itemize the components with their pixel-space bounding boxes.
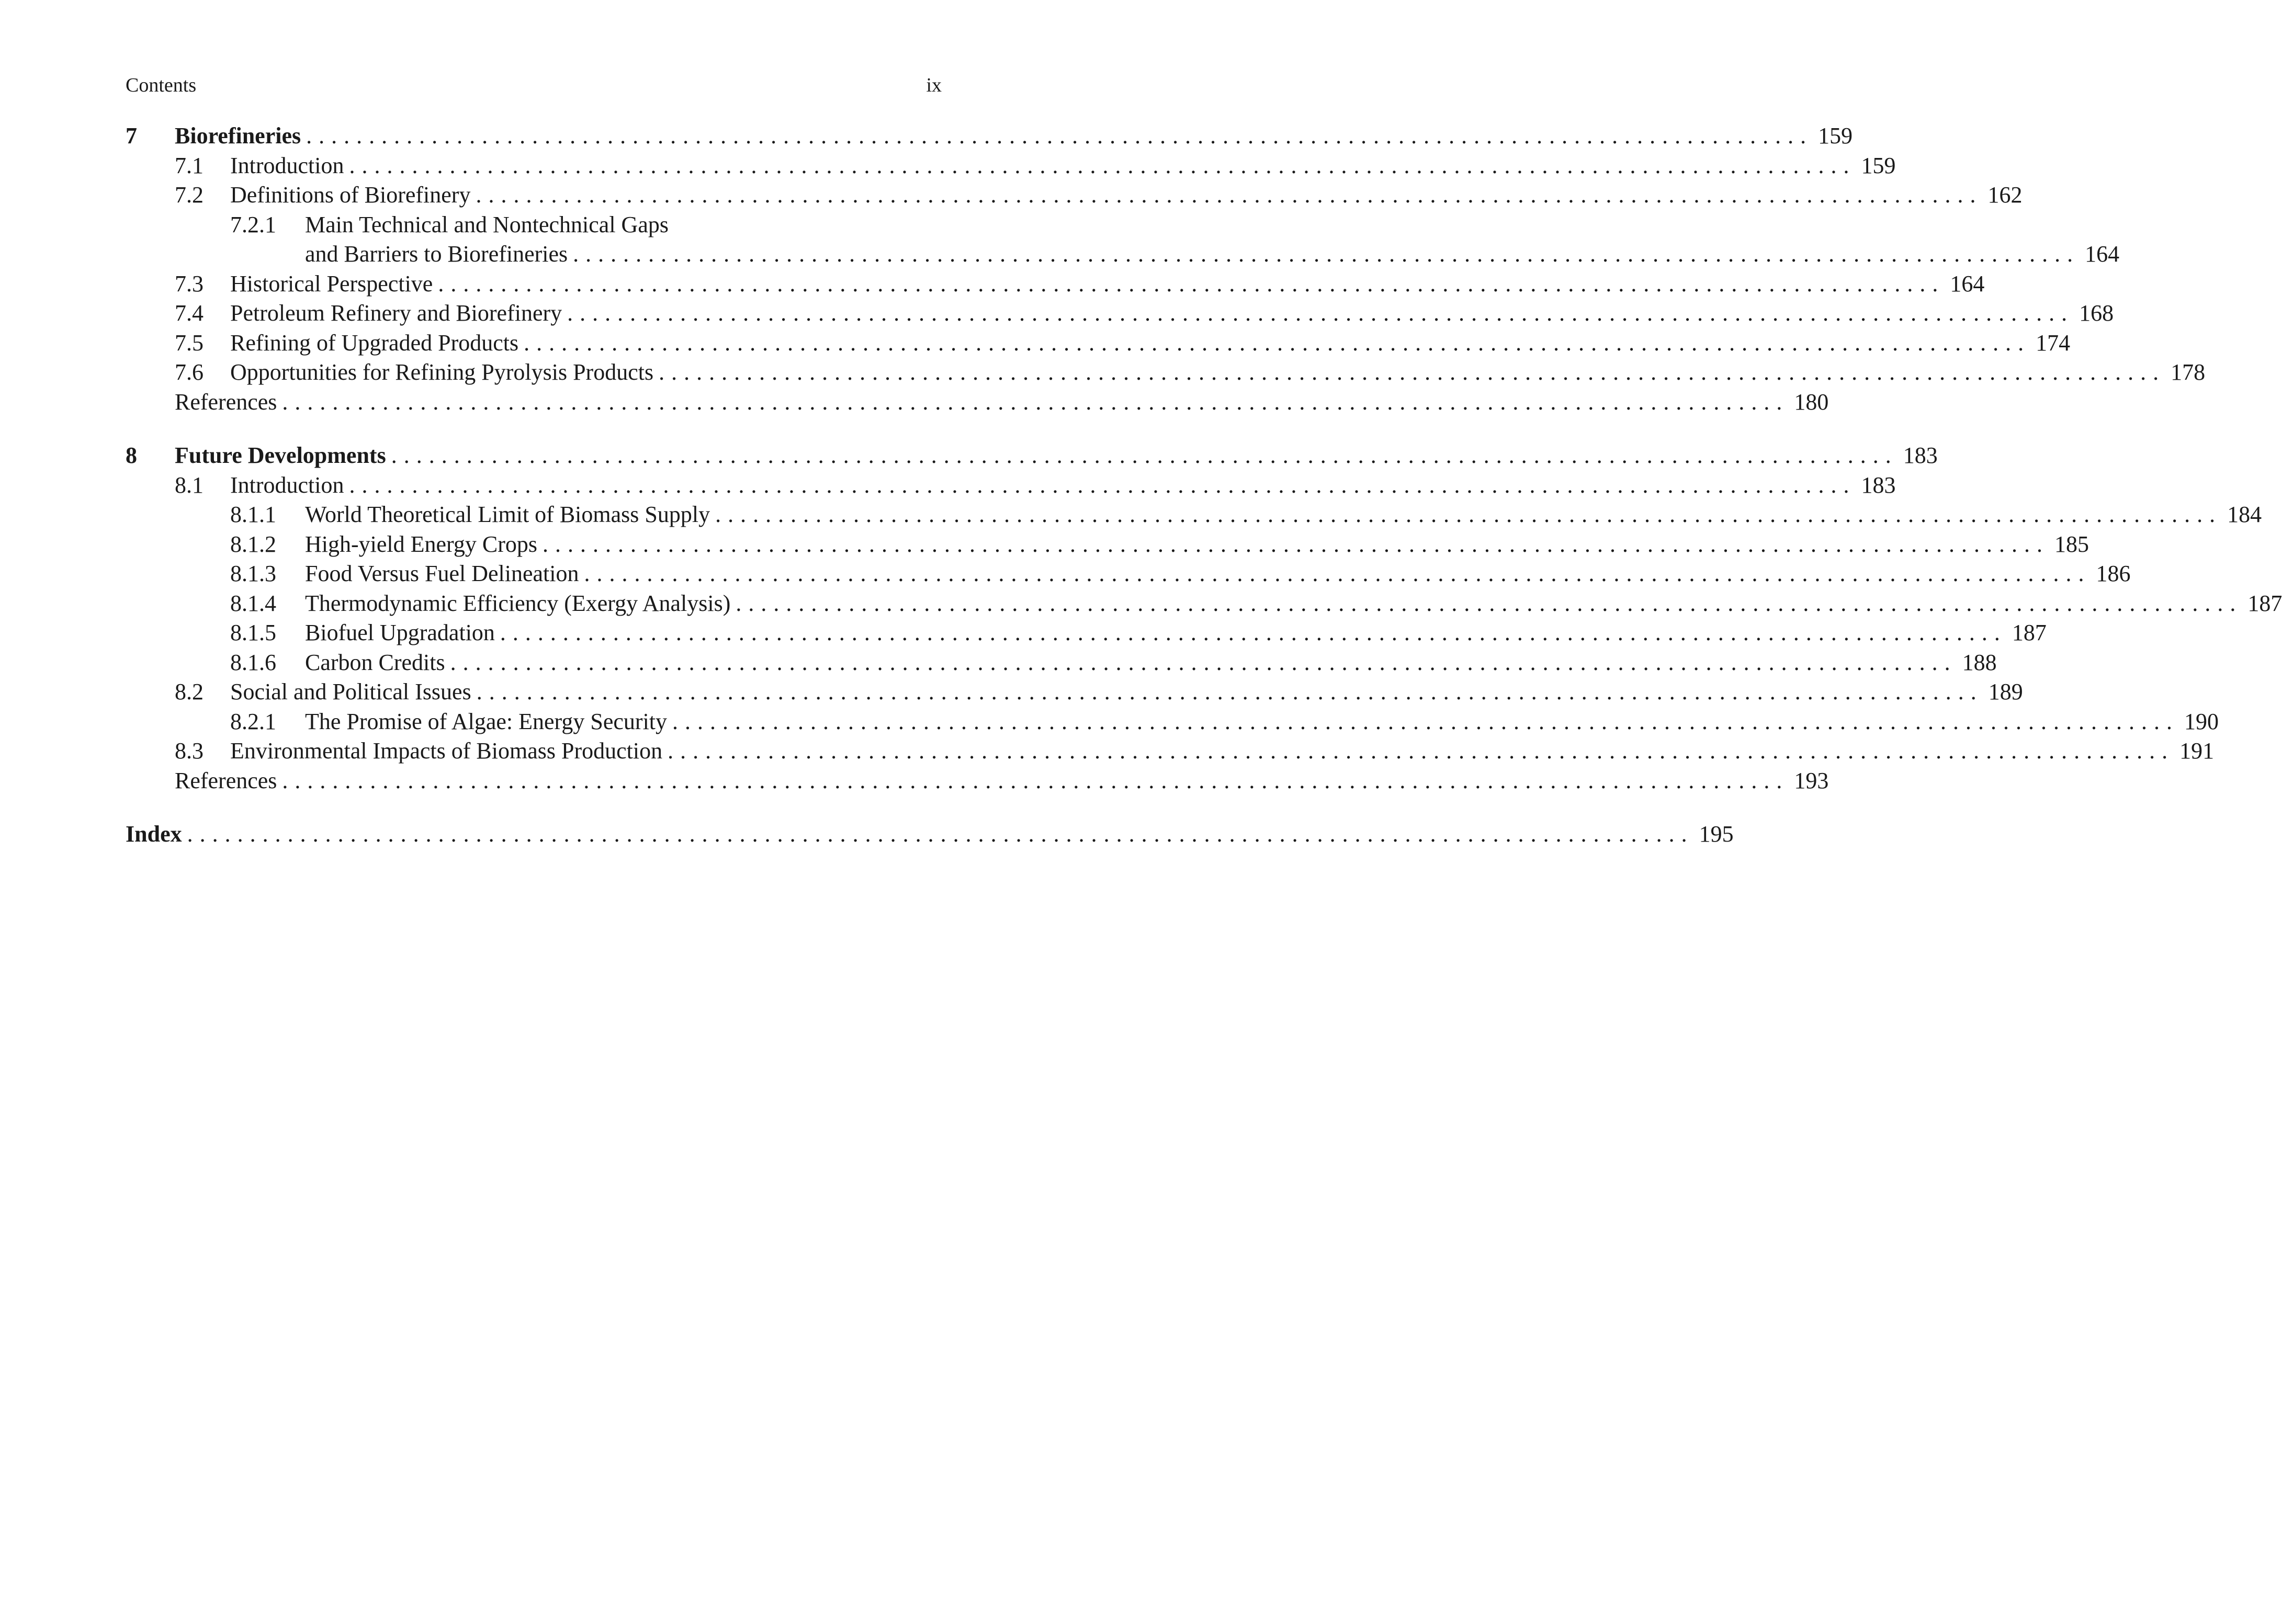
running-head-page-number: ix	[926, 74, 942, 96]
subsection-number: 8.1.6	[230, 649, 276, 675]
dot-leader: ........................................................................................................................	[668, 738, 2175, 764]
page-number: 185	[2054, 531, 2089, 557]
toc-subsection-8-1-2[interactable]	[126, 530, 2089, 560]
section-number: 7.5	[175, 330, 204, 356]
page-number: 184	[2227, 502, 2262, 527]
section-title: Opportunities for Refining Pyrolysis Products	[230, 359, 654, 385]
dot-leader: ........................................................................................................................	[543, 531, 2050, 557]
subsection-number: 7.2.1	[230, 211, 276, 237]
dot-leader: ........................................................................................................................	[567, 300, 2074, 326]
dot-leader: ........................................................................................................................	[306, 123, 1813, 149]
toc-subsection-8-1-5[interactable]	[126, 618, 2047, 648]
toc-subsection-8-1-3[interactable]	[126, 559, 2131, 589]
running-head	[126, 72, 942, 98]
page-number: 180	[1794, 389, 1829, 415]
page-number: 174	[2036, 330, 2071, 356]
page-number: 190	[2184, 708, 2219, 734]
dot-leader: ........................................................................................................................	[659, 359, 2166, 385]
page-number: 168	[2079, 300, 2114, 326]
toc-section-8-1[interactable]	[126, 471, 1896, 501]
subsection-title: Food Versus Fuel Delineation	[305, 561, 579, 586]
references-title: References	[175, 389, 277, 415]
toc-section-7-4[interactable]	[126, 299, 2114, 328]
section-number: 8.3	[175, 738, 204, 764]
subsection-title: High-yield Energy Crops	[305, 531, 538, 557]
section-title: Environmental Impacts of Biomass Production	[230, 738, 663, 764]
page-number: 189	[1988, 679, 2023, 705]
subsection-number: 8.1.1	[230, 502, 276, 527]
page-number: 183	[1861, 472, 1896, 498]
subsection-number: 8.1.2	[230, 531, 276, 557]
section-number: 7.1	[175, 152, 204, 178]
dot-leader: ........................................................................................................................	[349, 472, 1856, 498]
page-number: 193	[1794, 767, 1829, 793]
chapter-title: Biorefineries	[175, 123, 301, 149]
section-title: Historical Perspective	[230, 270, 433, 297]
subsection-title: The Promise of Algae: Energy Security	[305, 708, 668, 734]
running-head-title: Contents	[126, 74, 197, 96]
toc-chapter-8[interactable]	[126, 441, 1938, 471]
subsection-title-line-2: and Barriers to Biorefineries	[305, 241, 568, 267]
index-title: Index	[126, 821, 182, 847]
subsection-title: Carbon Credits	[305, 649, 445, 675]
section-number: 7.2	[175, 182, 204, 208]
section-title: Petroleum Refinery and Biorefinery	[230, 300, 562, 326]
toc-subsection-8-1-6[interactable]	[126, 648, 1997, 678]
page-number: 187	[2012, 620, 2047, 645]
subsection-title-line-1: Main Technical and Nontechnical Gaps	[305, 211, 669, 237]
chapter-spacer	[126, 796, 942, 820]
subsection-title: Thermodynamic Efficiency (Exergy Analysis)	[305, 590, 731, 616]
dot-leader: ........................................................................................................................	[349, 152, 1856, 178]
page-number: 164	[1950, 270, 1985, 297]
dot-leader: ........................................................................................................................	[391, 442, 1898, 468]
toc-section-7-2[interactable]	[126, 180, 2023, 210]
dot-leader: ........................................................................................................................	[524, 330, 2031, 356]
toc-section-8-2[interactable]	[126, 677, 2023, 707]
section-number: 7.4	[175, 300, 204, 326]
dot-leader: ........................................................................................................................	[282, 389, 1789, 415]
toc-chapter-7[interactable]	[126, 121, 1853, 151]
toc-section-7-1[interactable]	[126, 151, 1896, 181]
subsection-title: Biofuel Upgradation	[305, 620, 495, 645]
page-number: 187	[2247, 590, 2282, 616]
toc-references-ch8[interactable]	[126, 766, 1829, 796]
subsection-number: 8.1.3	[230, 561, 276, 586]
toc-section-8-3[interactable]	[126, 736, 2215, 766]
table-of-contents	[126, 121, 2282, 849]
subsection-number: 8.2.1	[230, 708, 276, 734]
dot-leader: ........................................................................................................................	[672, 708, 2179, 734]
section-title: Refining of Upgraded Products	[230, 330, 519, 356]
page-number: 183	[1903, 442, 1938, 468]
chapter-number: 8	[126, 442, 137, 468]
dot-leader: ........................................................................................................................	[476, 182, 1983, 208]
toc-section-7-3[interactable]	[126, 269, 1985, 299]
chapter-title: Future Developments	[175, 442, 386, 468]
toc-subsection-8-2-1[interactable]	[126, 707, 2219, 737]
chapter-number: 7	[126, 123, 137, 149]
page-number: 178	[2171, 359, 2206, 385]
toc-subsection-8-1-4[interactable]	[126, 589, 2282, 619]
dot-leader: ........................................................................................................................	[715, 502, 2222, 527]
chapter-spacer	[126, 417, 942, 441]
section-title: Introduction	[230, 152, 344, 178]
dot-leader: ........................................................................................................................	[584, 561, 2091, 586]
section-title: Introduction	[230, 472, 344, 498]
page-number: 164	[2085, 241, 2120, 267]
page-number: 186	[2096, 561, 2131, 586]
dot-leader: ........................................................................................................................	[450, 649, 1957, 675]
toc-section-7-5[interactable]	[126, 328, 2071, 358]
toc-index[interactable]	[126, 820, 1734, 849]
subsection-title: World Theoretical Limit of Biomass Supply	[305, 502, 710, 527]
toc-section-7-6[interactable]	[126, 358, 2206, 388]
dot-leader: ........................................................................................................................	[282, 767, 1789, 793]
page-number: 191	[2179, 738, 2215, 764]
dot-leader: ........................................................................................................................	[438, 270, 1945, 297]
dot-leader: ........................................................................................................................	[500, 620, 2007, 645]
section-number: 8.1	[175, 472, 204, 498]
section-number: 7.6	[175, 359, 204, 385]
section-number: 8.2	[175, 679, 204, 705]
page-number: 188	[1962, 649, 1997, 675]
page-number: 162	[1987, 182, 2023, 208]
subsection-number: 8.1.4	[230, 590, 276, 616]
section-title: Social and Political Issues	[230, 679, 471, 705]
dot-leader: ........................................................................................................................	[476, 679, 1983, 705]
toc-subsection-7-2-1[interactable]	[126, 210, 2120, 269]
dot-leader: ........................................................................................................................	[573, 241, 2080, 267]
section-number: 7.3	[175, 270, 204, 297]
dot-leader: ........................................................................................................................	[736, 590, 2243, 616]
references-title: References	[175, 767, 277, 793]
dot-leader: ........................................................................................................................	[187, 821, 1694, 847]
section-title: Definitions of Biorefinery	[230, 182, 471, 208]
subsection-number: 8.1.5	[230, 620, 276, 645]
page-number: 195	[1699, 821, 1734, 847]
page-number: 159	[1818, 123, 1853, 149]
page-number: 159	[1861, 152, 1896, 178]
toc-references-ch7[interactable]	[126, 388, 1829, 417]
toc-subsection-8-1-1[interactable]	[126, 500, 2262, 530]
